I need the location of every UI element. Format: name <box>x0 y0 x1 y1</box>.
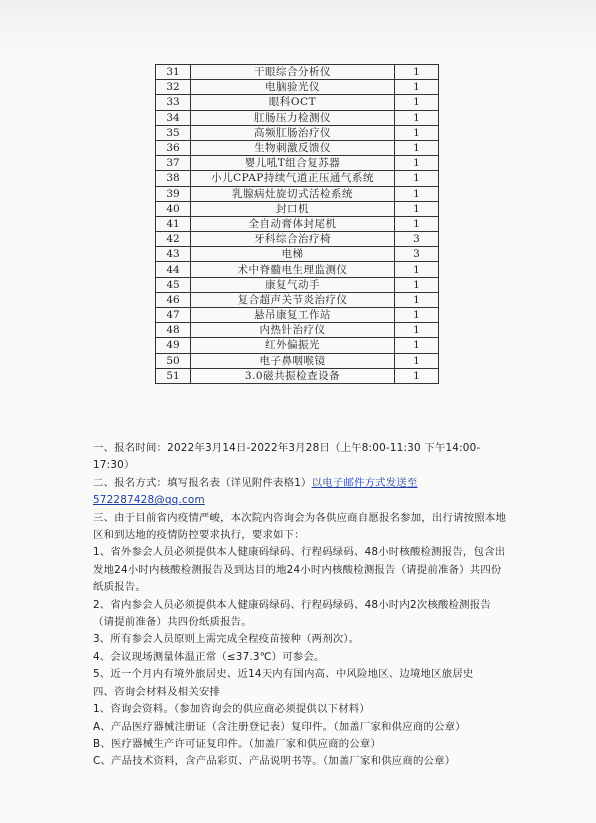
equipment-name: 牙科综合治疗椅 <box>191 232 395 247</box>
equipment-quantity: 1 <box>395 277 439 292</box>
row-number: 39 <box>156 186 191 201</box>
equipment-quantity: 1 <box>395 110 439 125</box>
table-row <box>156 95 439 110</box>
section-4-heading: 四、咨询会材料及相关安排 <box>93 685 221 698</box>
table-row <box>156 156 439 171</box>
equipment-quantity: 3 <box>395 232 439 247</box>
equipment-quantity: 1 <box>395 80 439 95</box>
equipment-name: 干眼综合分析仪 <box>191 65 395 80</box>
row-number: 41 <box>156 216 191 231</box>
materials-heading: 1、咨询会资料。（参加咨询会的供应商必须提供以下材料） <box>93 703 370 716</box>
equipment-quantity: 3 <box>395 247 439 262</box>
row-number: 37 <box>156 156 191 171</box>
row-number: 34 <box>156 110 191 125</box>
row-number: 38 <box>156 171 191 186</box>
equipment-name: 悬吊康复工作站 <box>191 308 395 323</box>
row-number: 49 <box>156 338 191 353</box>
requirement-5: 5、近一个月内有境外旅居史、近14天内有国内高、中风险地区、边境地区旅居史 <box>93 668 474 681</box>
table-row <box>156 323 439 338</box>
equipment-name: 电子鼻咽喉镜 <box>191 353 395 368</box>
equipment-name: 复合超声关节炎治疗仪 <box>191 292 395 307</box>
equipment-quantity: 1 <box>395 323 439 338</box>
table-row <box>156 277 439 292</box>
equipment-quantity: 1 <box>395 171 439 186</box>
equipment-name: 眼科OCT <box>191 95 395 110</box>
table-row <box>156 65 439 80</box>
equipment-name: 肛肠压力检测仪 <box>191 110 395 125</box>
table-row <box>156 171 439 186</box>
equipment-quantity: 1 <box>395 125 439 140</box>
row-number: 44 <box>156 262 191 277</box>
notice-body <box>93 440 511 771</box>
equipment-quantity: 1 <box>395 216 439 231</box>
equipment-quantity: 1 <box>395 262 439 277</box>
material-c: C、产品技术资料，含产品彩页、产品说明书等。（加盖厂家和供应商的公章） <box>93 755 456 768</box>
equipment-name: 电梯 <box>191 247 395 262</box>
row-number: 46 <box>156 292 191 307</box>
equipment-name: 高频肛肠治疗仪 <box>191 125 395 140</box>
row-number: 50 <box>156 353 191 368</box>
equipment-name: 封口机 <box>191 201 395 216</box>
table-row <box>156 110 439 125</box>
equipment-name: 乳腺病灶旋切式活检系统 <box>191 186 395 201</box>
equipment-quantity: 1 <box>395 368 439 383</box>
epidemic-requirements: 三、由于目前省内疫情严峻，本次院内咨询会为各供应商自愿报名参加，出行请按照本地区和到达地的疫情防控要求执行，要求如下： <box>93 511 507 542</box>
table-row <box>156 232 439 247</box>
row-number: 48 <box>156 323 191 338</box>
equipment-name: 婴儿吼T组合复苏器 <box>191 156 395 171</box>
equipment-quantity: 1 <box>395 95 439 110</box>
row-number: 36 <box>156 140 191 155</box>
equipment-name: 全自动膏体封尾机 <box>191 216 395 231</box>
row-number: 47 <box>156 308 191 323</box>
registration-method: 二、报名方式：填写报名表（详见附件表格1）以电子邮件方式发送至572287428@qq.com <box>93 476 418 507</box>
equipment-name: 红外偏振光 <box>191 338 395 353</box>
row-number: 35 <box>156 125 191 140</box>
equipment-quantity: 1 <box>395 140 439 155</box>
table-row <box>156 140 439 155</box>
equipment-name: 术中脊髓电生理监测仪 <box>191 262 395 277</box>
row-number: 32 <box>156 80 191 95</box>
requirement-3: 3、所有参会人员原则上需完成全程疫苗接种（两剂次）。 <box>93 633 360 646</box>
registration-time: 一、报名时间：2022年3月14日-2022年3月28日（上午8:00-11:30 下午14:00-17:30） <box>93 442 481 472</box>
table-row <box>156 368 439 383</box>
equipment-name: 小儿CPAP持续气道正压通气系统 <box>191 171 395 186</box>
requirement-4: 4、会议现场测量体温正常（≤37.3℃）可参会。 <box>93 650 325 663</box>
row-number: 40 <box>156 201 191 216</box>
row-number: 45 <box>156 277 191 292</box>
equipment-quantity: 1 <box>395 292 439 307</box>
equipment-quantity: 1 <box>395 338 439 353</box>
table-row <box>156 353 439 368</box>
equipment-quantity: 1 <box>395 201 439 216</box>
email-link[interactable]: 以电子邮件方式发送至572287428@qq.com <box>93 476 418 507</box>
table-row <box>156 216 439 231</box>
equipment-quantity: 1 <box>395 186 439 201</box>
requirement-1: 1、省外参会人员必须提供本人健康码绿码、行程码绿码、48小时核酸检测报告，包含出发地24小时内核酸检测报告及到达目的地24小时内核酸检测报告（请提前准备）共四份纸质报告。 <box>93 546 506 594</box>
equipment-name: 电脑验光仪 <box>191 80 395 95</box>
row-number: 43 <box>156 247 191 262</box>
material-b: B、医疗器械生产许可证复印件。（加盖厂家和供应商的公章） <box>93 737 382 750</box>
table-row <box>156 125 439 140</box>
table-row <box>156 80 439 95</box>
row-number: 33 <box>156 95 191 110</box>
requirement-2: 2、省内参会人员必须提供本人健康码绿码、行程码绿码、48小时内2次核酸检测报告（请提前准备）共四份纸质报告。 <box>93 598 491 629</box>
material-a: A、产品医疗器械注册证（含注册登记表）复印件。（加盖厂家和供应商的公章） <box>93 720 466 733</box>
table-row <box>156 186 439 201</box>
equipment-quantity: 1 <box>395 353 439 368</box>
equipment-quantity: 1 <box>395 308 439 323</box>
equipment-name: 康复气动手 <box>191 277 395 292</box>
table-row <box>156 308 439 323</box>
equipment-name: 3.0磁共振检查设备 <box>191 368 395 383</box>
equipment-quantity: 1 <box>395 65 439 80</box>
equipment-name: 生物刺激反馈仪 <box>191 140 395 155</box>
table-row <box>156 338 439 353</box>
table-row <box>156 292 439 307</box>
table-row <box>156 262 439 277</box>
row-number: 31 <box>156 65 191 80</box>
row-number: 51 <box>156 368 191 383</box>
row-number: 42 <box>156 232 191 247</box>
table-row <box>156 247 439 262</box>
equipment-quantity: 1 <box>395 156 439 171</box>
equipment-table <box>155 64 439 384</box>
table-row <box>156 201 439 216</box>
equipment-name: 内热针治疗仪 <box>191 323 395 338</box>
